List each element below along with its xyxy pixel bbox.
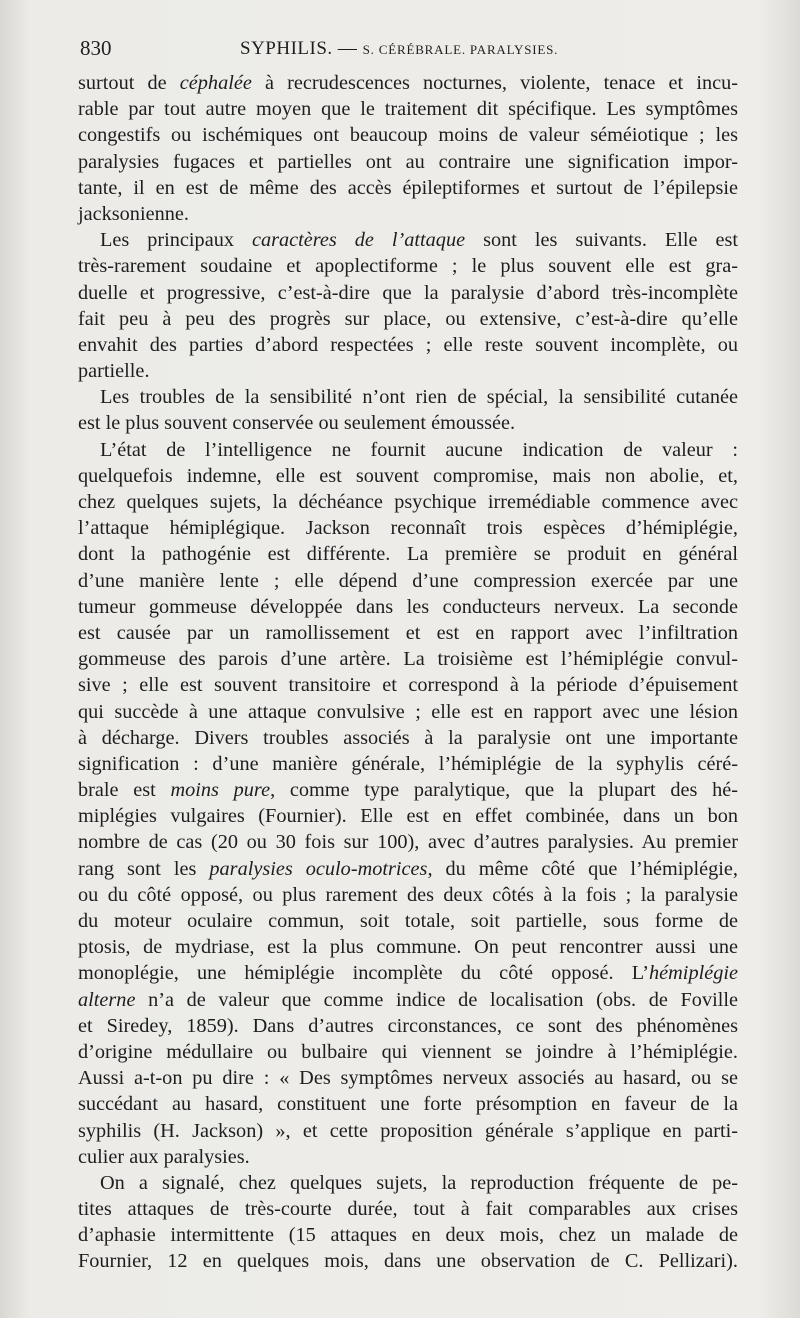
text-line: ou du côté opposé, ou plus rarement des deux côtés à la fois ; la paralysie xyxy=(78,883,738,906)
text-line: tante, il en est de même des accès épileptiformes et surtout de l’épilepsie xyxy=(78,176,738,199)
text-line: l’attaque hémiplégique. Jackson reconnaît trois espèces d’hémiplégie, xyxy=(78,517,738,540)
text-line: tites attaques de très-courte durée, tout à fait comparables aux crises xyxy=(78,1198,738,1221)
text-line: rang sont les paralysies oculo-motrices, du même côté que l’hémiplégie, xyxy=(78,857,738,880)
page-number: 830 xyxy=(80,36,112,60)
text-line: et Siredey, 1859). Dans d’autres circonstances, ce sont des phénomènes xyxy=(78,1014,738,1037)
text-line: rable par tout autre moyen que le traitement dit spécifique. Les symptômes xyxy=(78,98,738,121)
text-line: signification : d’une manière générale, l’hémiplégie de la syphylis céré- xyxy=(78,752,738,775)
text-line: très-rarement soudaine et apoplectiforme ; le plus souvent elle est gra- xyxy=(78,255,738,278)
running-title-subtitle: S. CÉRÉBRALE. PARALYSIES. xyxy=(362,42,559,57)
text-line: fait peu à peu des progrès sur place, ou extensive, c’est-à-dire qu’elle xyxy=(78,307,738,330)
text-line: congestifs ou ischémiques ont beaucoup moins de valeur séméiotique ; les xyxy=(78,124,738,147)
text-line: envahit des parties d’abord respectées ; elle reste souvent incomplète, ou xyxy=(78,333,738,356)
text-line: à décharge. Divers troubles associés à la paralysie ont une importante xyxy=(78,726,738,749)
text-line: Les principaux caractères de l’attaque sont les suivants. Elle est xyxy=(100,229,739,252)
text-line: alterne n’a de valeur que comme indice de localisation (obs. de Foville xyxy=(78,988,738,1011)
text-line: dont la pathogénie est différente. La première se produit en général xyxy=(78,543,738,566)
text-line: Aussi a-t-on pu dire : « Des symptômes nerveux associés au hasard, ou se xyxy=(78,1067,738,1090)
text-line: miplégies vulgaires (Fournier). Elle est en effet combinée, dans un bon xyxy=(78,805,738,828)
text-line: L’état de l’intelligence ne fournit aucune indication de valeur : xyxy=(100,438,738,461)
running-header xyxy=(80,36,740,68)
text-line: nombre de cas (20 ou 30 fois sur 100), avec d’autres paralysies. Au premier xyxy=(78,831,738,854)
text-line: d’une manière lente ; elle dépend d’une compression exercée par une xyxy=(78,569,738,592)
text-line: syphilis (H. Jackson) », et cette proposition générale s’applique en parti- xyxy=(78,1119,738,1142)
text-line: d’aphasie intermittente (15 attaques en deux mois, chez un malade de xyxy=(78,1224,738,1247)
text-line: monoplégie, une hémiplégie incomplète du côté opposé. L’hémiplégie xyxy=(78,962,738,985)
text-line: est causée par un ramollissement et est en rapport avec l’infiltration xyxy=(78,621,738,644)
text-line: chez quelques sujets, la déchéance psychique irremédiable commence avec xyxy=(78,491,738,513)
text-line: du moteur oculaire commun, soit totale, soit partielle, sous forme de xyxy=(78,910,738,932)
running-title-main: SYPHILIS. xyxy=(240,38,333,59)
text-line: paralysies fugaces et partielles ont au contraire une signification impor- xyxy=(78,150,738,173)
text-line: jacksonienne. xyxy=(78,202,189,225)
text-line: Les troubles de la sensibilité n’ont rien de spécial, la sensibilité cutanée xyxy=(100,386,738,409)
text-line: gommeuse des parois d’une artère. La troisième est l’hémiplégie convul- xyxy=(78,648,738,671)
body-text xyxy=(78,70,738,1275)
text-line: quelquefois indemne, elle est souvent compromise, mais non abolie, et, xyxy=(78,464,738,487)
text-line: succédant au hasard, constituent une forte présomption en faveur de la xyxy=(78,1093,738,1116)
text-line: surtout de céphalée à recrudescences nocturnes, violente, tenace et incu- xyxy=(78,72,738,94)
text-line: partielle. xyxy=(78,360,150,383)
text-line: qui succède à une attaque convulsive ; elle est en rapport avec une lésion xyxy=(78,700,738,723)
text-line: ptosis, de mydriase, est la plus commune. On peut rencontrer aussi une xyxy=(78,936,738,959)
text-line: tumeur gommeuse développée dans les conducteurs nerveux. La seconde xyxy=(78,595,738,618)
text-line: sive ; elle est souvent transitoire et correspond à la période d’épuisement xyxy=(78,674,738,697)
running-title xyxy=(240,38,558,60)
text-line: brale est moins pure, comme type paralytique, que la plupart des hé- xyxy=(78,779,739,802)
text-line: est le plus souvent conservée ou seulement émoussée. xyxy=(78,412,516,435)
running-title-dash: — xyxy=(337,38,358,59)
text-line: Fournier, 12 en quelques mois, dans une observation de C. Pellizari). xyxy=(78,1250,738,1273)
text-line: On a signalé, chez quelques sujets, la reproduction fréquente de pe- xyxy=(100,1171,738,1194)
text-line: duelle et progressive, c’est-à-dire que la paralysie d’abord très-incomplète xyxy=(78,281,738,304)
text-line: culier aux paralysies. xyxy=(78,1145,250,1168)
text-line: d’origine médullaire ou bulbaire qui viennent se joindre à l’hémiplégie. xyxy=(78,1040,738,1063)
